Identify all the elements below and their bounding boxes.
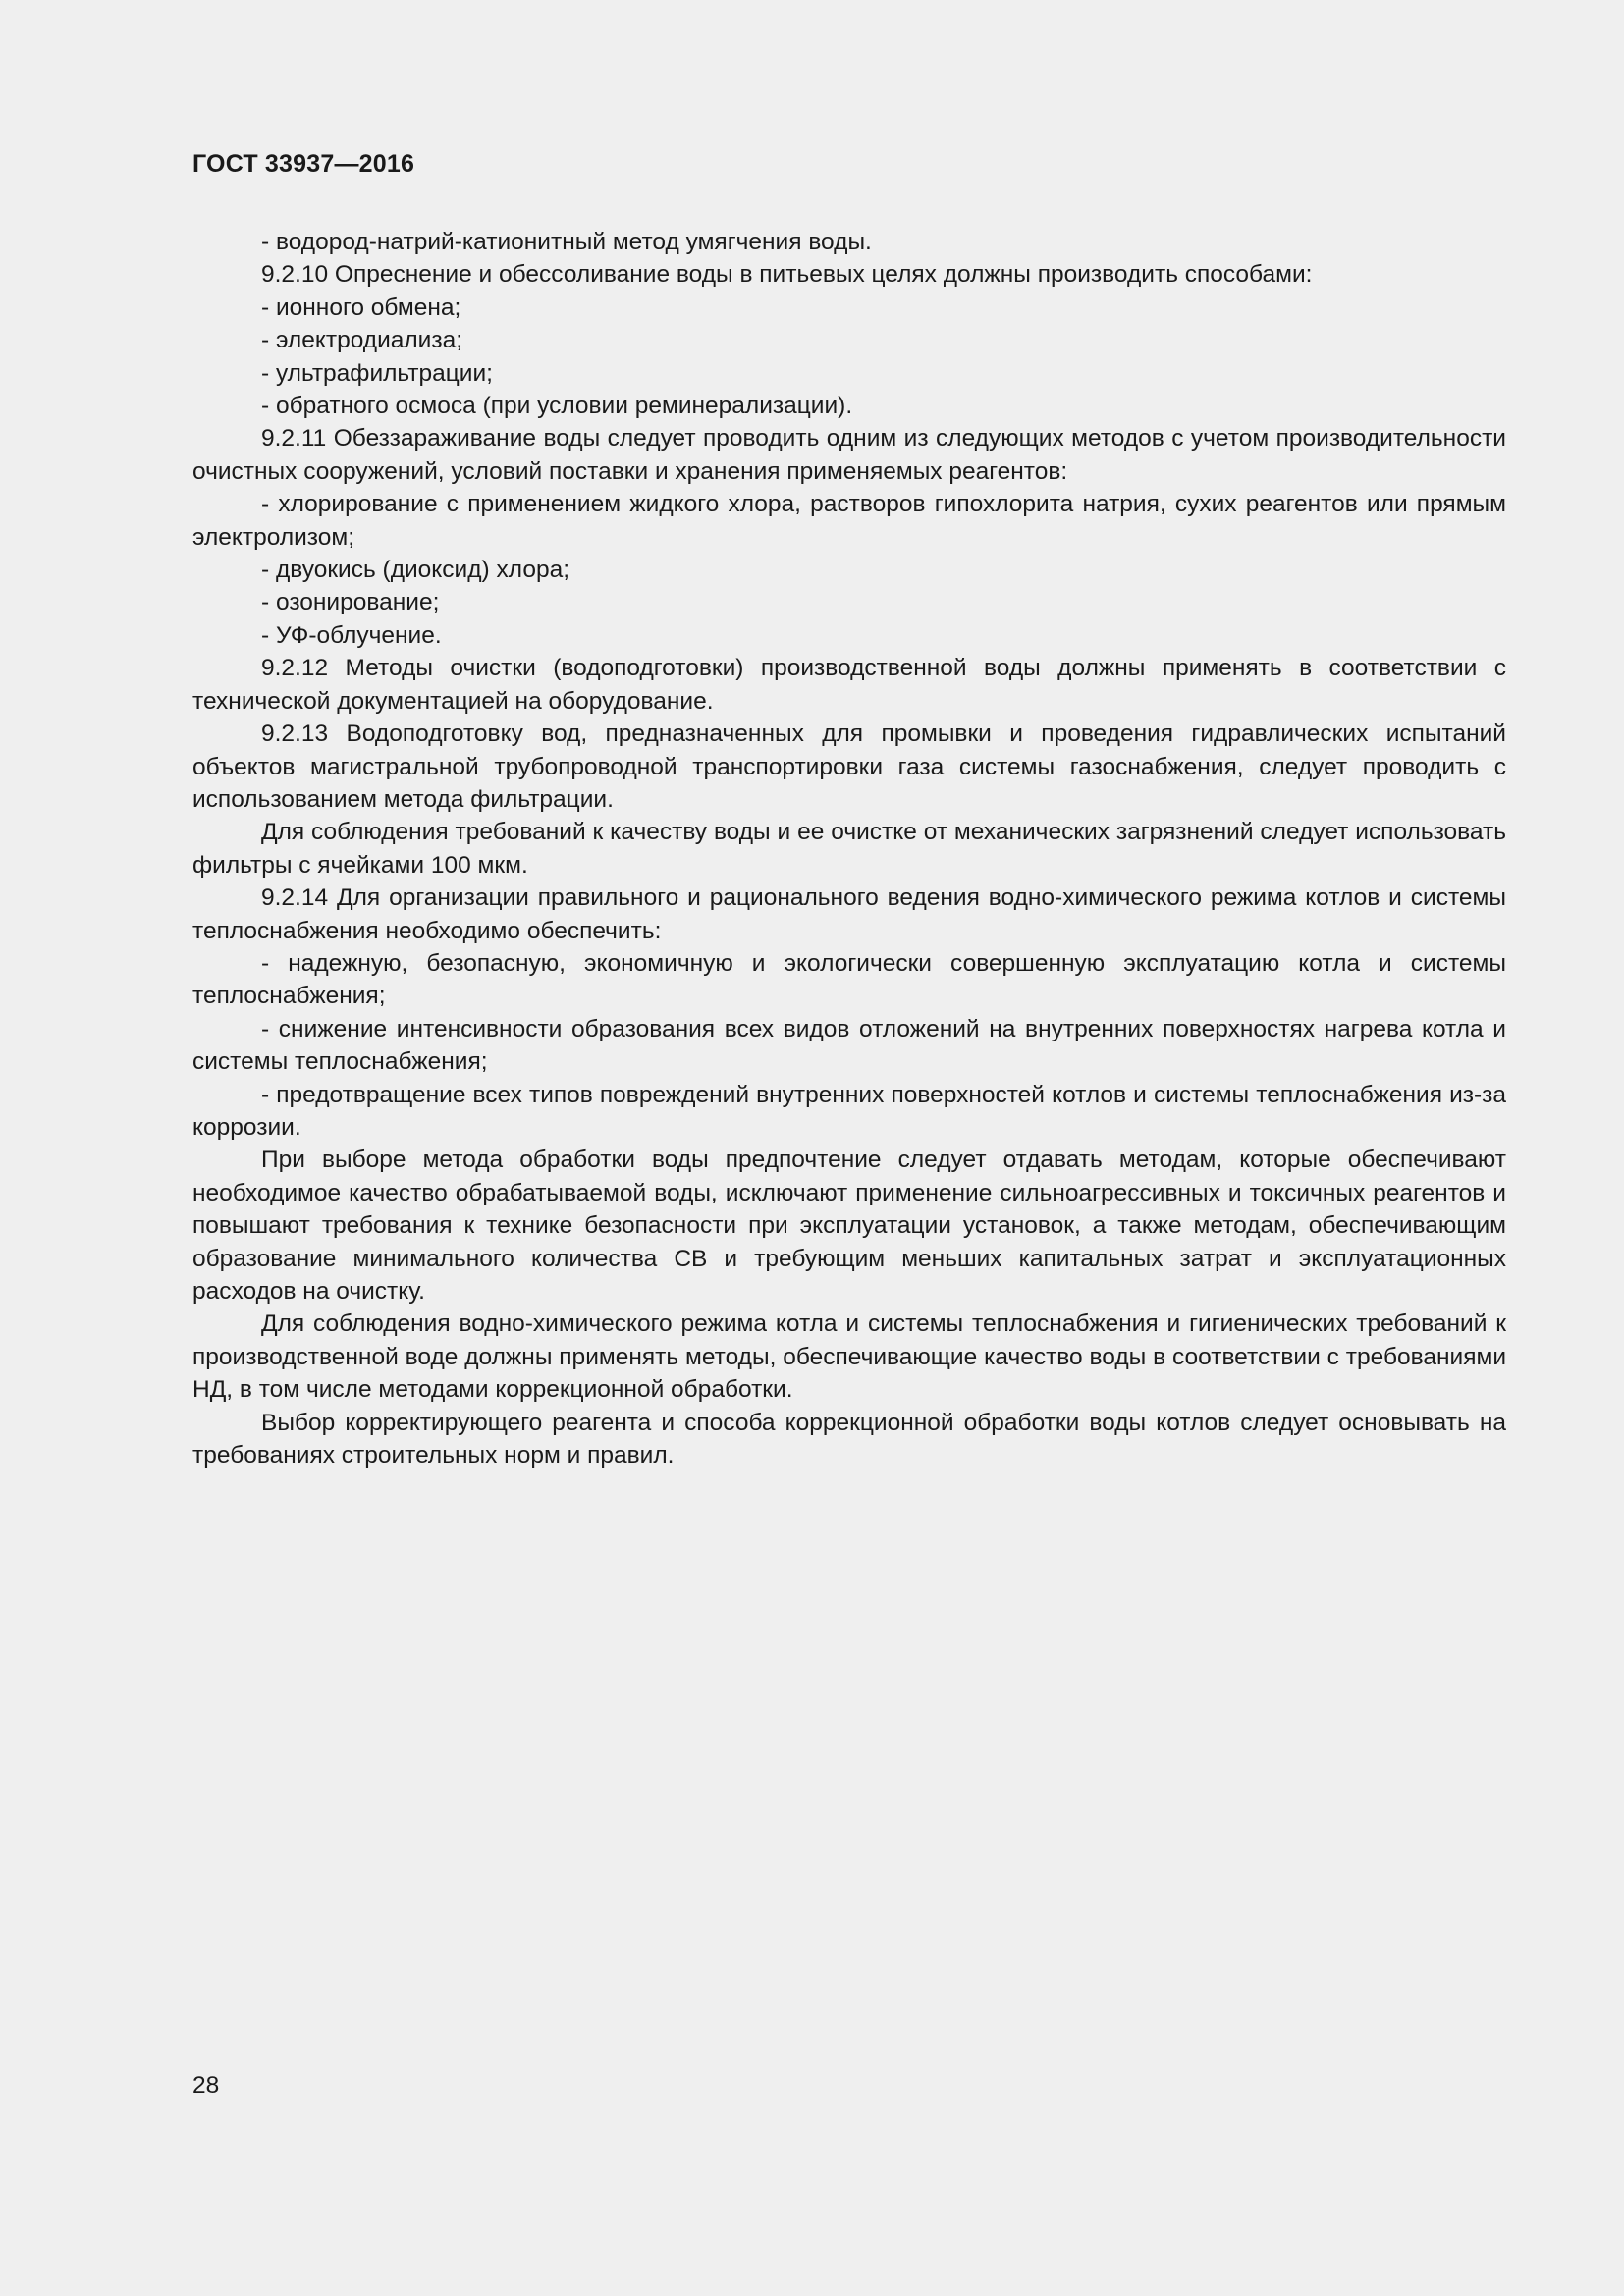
paragraph: - предотвращение всех типов повреждений внутренних поверхностей котлов и системы теплоснабжения из-за коррозии. — [192, 1081, 1506, 1141]
document-body — [192, 226, 1506, 1471]
paragraph: 9.2.13 Водоподготовку вод, предназначенных для промывки и проведения гидравлических испытаний объектов магистральной трубопроводной транспортировки газа системы газоснабжения, следует проводить с использованием метода фильтрации. — [192, 721, 1506, 813]
paragraph: 9.2.14 Для организации правильного и рационального ведения водно-химического режима котлов и системы теплоснабжения необходимо обеспечить: — [192, 884, 1506, 944]
paragraph: - двуокись (диоксид) хлора; — [261, 557, 570, 584]
paragraph: 9.2.11 Обеззараживание воды следует проводить одним из следующих методов с учетом производительности очистных сооружений, условий поставки и хранения применяемых реагентов: — [192, 425, 1506, 485]
paragraph: - ионного обмена; — [261, 294, 461, 321]
paragraph: - обратного осмоса (при условии реминерализации). — [261, 393, 853, 420]
paragraph: При выборе метода обработки воды предпочтение следует отдавать методам, которые обеспечивают необходимое качество обрабатываемой воды, исключают применение сильноагрессивных и токсичных реагентов и повышают требования к технике безопасности при эксплуатации установок, а также методам, обеспечивающим образование минимального количества СВ и требующим меньших капитальных затрат и эксплуатационных расходов на очистку. — [192, 1147, 1506, 1305]
paragraph: - надежную, безопасную, экономичную и экологически совершенную эксплуатацию котла и системы теплоснабжения; — [192, 949, 1506, 1010]
paragraph: Для соблюдения требований к качеству воды и ее очистке от механических загрязнений следует использовать фильтры с ячейками 100 мкм. — [192, 819, 1506, 879]
paragraph: - электродиализа; — [261, 327, 463, 354]
paragraph: Выбор корректирующего реагента и способа коррекционной обработки воды котлов следует основывать на требованиях строительных норм и правил. — [192, 1409, 1506, 1469]
paragraph: - УФ-облучение. — [261, 621, 442, 649]
paragraph: Для соблюдения водно-химического режима котла и системы теплоснабжения и гигиенических требований к производственной воде должны применять методы, обеспечивающие качество воды в соответствии с требованиями НД, в том числе методами коррекционной обработки. — [192, 1310, 1506, 1404]
page-number: 28 — [192, 2072, 220, 2099]
paragraph: - хлорирование с применением жидкого хлора, растворов гипохлорита натрия, сухих реагентов или прямым электролизом; — [192, 491, 1506, 551]
paragraph: - ультрафильтрации; — [261, 359, 493, 387]
paragraph: 9.2.10 Опреснение и обессоливание воды в питьевых целях должны производить способами: — [261, 261, 1313, 289]
paragraph: 9.2.12 Методы очистки (водоподготовки) производственной воды должны применять в соответствии с технической документацией на оборудование. — [192, 655, 1506, 715]
document-code-header: ГОСТ 33937—2016 — [192, 150, 415, 178]
paragraph: - водород-натрий-катионитный метод умягчения воды. — [261, 229, 872, 255]
paragraph: - снижение интенсивности образования всех видов отложений на внутренних поверхностях нагрева котла и системы теплоснабжения; — [192, 1015, 1506, 1076]
paragraph: - озонирование; — [261, 589, 440, 616]
